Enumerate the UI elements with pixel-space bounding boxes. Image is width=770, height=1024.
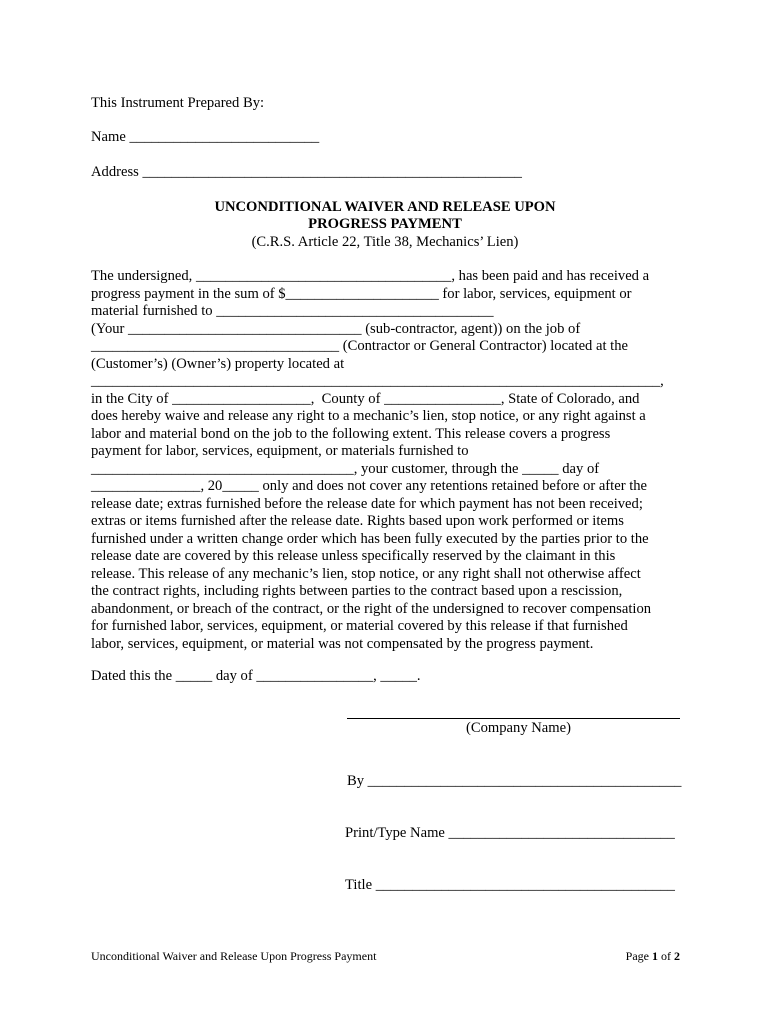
document-title-line-2: PROGRESS PAYMENT [308, 216, 462, 232]
print-name-field[interactable]: Print/Type Name _______________________________ [345, 825, 675, 841]
body-line: progress payment in the sum of $_____________________ for labor, services, equipment or [91, 285, 632, 302]
by-signature-field[interactable]: By ___________________________________________ [347, 773, 682, 789]
body-line: for furnished labor, services, equipment, or material covered by this release if that furnished [91, 618, 628, 634]
footer-document-title: Unconditional Waiver and Release Upon Progress Payment [91, 949, 377, 963]
body-line: in the City of ___________________, County of ________________, State of Colorado, and [91, 390, 640, 407]
body-line: release date are covered by this release unless specifically reserved by the claimant in this [91, 548, 616, 564]
body-line: does hereby waive and release any right to a mechanic’s lien, stop notice, or any right against a [91, 408, 646, 424]
document-subtitle: (C.R.S. Article 22, Title 38, Mechanics’ Lien) [251, 234, 519, 250]
body-line: _______________, 20_____ only and does not cover any retentions retained before or after the [91, 478, 648, 494]
name-field[interactable]: Name __________________________ [91, 129, 320, 145]
page-indicator [626, 948, 680, 964]
body-line: the contract rights, including rights between parties to the contract based upon a rescission, [91, 583, 623, 599]
title-field[interactable]: Title _________________________________________ [345, 877, 675, 893]
body-line: release date; extras furnished before the release date for which payment has not been received; [91, 495, 643, 512]
body-line: ____________________________________, your customer, through the _____ day of [91, 460, 600, 477]
body-line: The undersigned, ___________________________________, has been paid and has received a [91, 268, 650, 284]
dated-field[interactable]: Dated this the _____ day of ________________, _____. [91, 668, 421, 684]
body-line: extras or items furnished after the release date. Rights based upon work performed or items [91, 513, 624, 529]
body-line: ______________________________________________________________________________, [91, 373, 664, 389]
address-field[interactable]: Address ____________________________________________________ [91, 164, 522, 180]
body-line: material furnished to ______________________________________ [91, 303, 494, 319]
company-name-label: (Company Name) [466, 720, 571, 736]
page-prefix: Page [625, 949, 652, 963]
document-title-line-1: UNCONDITIONAL WAIVER AND RELEASE UPON [214, 199, 556, 215]
body-line: abandonment, or breach of the contract, or the right of the undersigned to recover compensation [91, 600, 652, 617]
body-line: __________________________________ (Contractor or General Contractor) located at the [91, 338, 629, 354]
body-line: release. This release of any mechanic’s lien, stop notice, or any right shall not otherwise affect [91, 565, 641, 582]
body-line: (Customer’s) (Owner’s) property located at [91, 355, 345, 372]
prepared-by-label: This Instrument Prepared By: [91, 95, 265, 111]
body-line: labor and material bond on the job to the following extent. This release covers a progress [91, 425, 611, 442]
page-of: of [658, 949, 674, 963]
company-name-signature-line[interactable] [347, 718, 680, 719]
page-total: 2 [674, 949, 680, 963]
body-line: labor, services, equipment, or material was not compensated by the progress payment. [91, 635, 594, 652]
body-line: payment for labor, services, equipment, or materials furnished to [91, 443, 469, 459]
page-number: 1 [652, 949, 658, 963]
body-line: (Your ________________________________ (sub-contractor, agent)) on the job of [91, 320, 581, 337]
body-line: furnished under a written change order which has been fully executed by the parties prior to the [91, 530, 649, 547]
